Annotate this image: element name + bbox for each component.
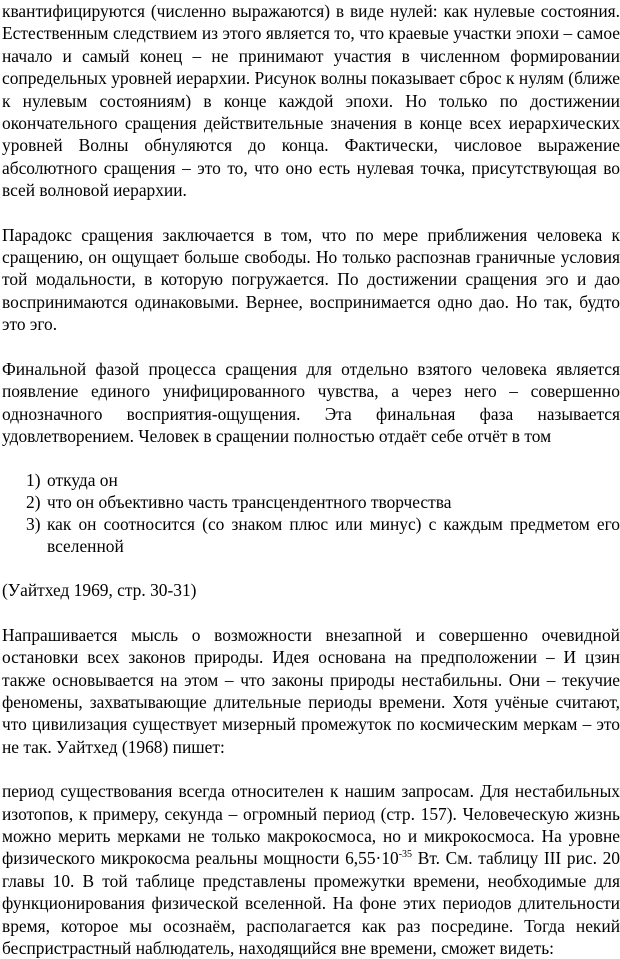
list-number: 1)	[26, 470, 41, 491]
list-number: 3)	[26, 514, 41, 535]
list-number: 2)	[26, 492, 41, 513]
document-page	[2, 0, 620, 959]
list-item-text: как он соотносится (со знаком плюс или минус) с каждым предметом его вселенной	[47, 514, 620, 557]
list-item-text: откуда он	[47, 470, 118, 491]
paragraph: Финальной фазой процесса сращения для отдельно взятого человека является появление единого унифицированного чувства, а через него – совершенно однозначного восприятия-ощущения. Эта финальная фаза называется удовлетворением. Человек в сращении полностью отдаёт себе отчёт в том	[2, 358, 620, 446]
paragraph: Напрашивается мысль о возможности внезапной и совершенно очевидной остановки всех законов природы. Идея основана на предположении – И цзин также основывается на этом – что законы природы нестабильны. Они – текучие феномены, захватывающие длительные периоды времени. Хотя учёные считают, что цивилизация существует мизерный промежуток по космическим меркам – это не так. Уайтхед (1968) пишет:	[2, 624, 620, 757]
paragraph: квантифицируются (численно выражаются) в виде нулей: как нулевые состояния. Естественным следствием из этого является то, что краевые участки эпохи – самое начало и самый конец – не принимают участия в численном формировании сопредельных уровней иерархии. Рисунок волны показывает сброс к нулям (ближе к нулевым состояниям) в конце каждой эпохи. Но только по достижении окончательного сращения действительные значения в конце всех иерархических уровней Волны обнуляются до конца. Фактически, числовое выражение абсолютного сращения – это то, что оно есть нулевая точка, присутствующая во всей волновой иерархии.	[2, 1, 620, 201]
paragraph: Парадокс сращения заключается в том, что по мере приближения человека к сращению, он ощущает больше свободы. Но только распознав граничные условия той модальности, в которую погружается. По достижении сращения эго и дао воспринимаются одинаковыми. Вернее, воспринимается одно дао. Но так, будто это эго.	[2, 224, 620, 335]
quote-paragraph	[2, 780, 620, 959]
quote-text-part-2: Вт. См. таблицу III рис. 20 главы 10. В той таблице представлены промежутки времени, необходимые для функционирования физической вселенной. На фоне этих периодов длительности время, которое мы осознаём, располагается как раз посредине. Тогда некий беспристрастный наблюдатель, находящийся вне времени, сможет видеть:	[2, 848, 620, 958]
quote-text-part-1: период существования всегда относителен к нашим запросам. Для нестабильных изотопов, к примеру, секунда – огромный период (стр. 157). Человеческую жизнь можно мерить мерками не только макрокосмоса, но и микрокосмоса. На уровне физического микрокосма реальны мощности 6,55·10	[2, 781, 620, 869]
exponent: -35	[398, 849, 413, 861]
list-item	[2, 513, 620, 557]
list-item-text: что он объективно часть трансцендентного творчества	[47, 492, 452, 513]
list-item	[2, 491, 620, 513]
citation: (Уайтхед 1969, стр. 30-31)	[2, 580, 197, 601]
numbered-list	[2, 469, 620, 557]
list-item	[2, 469, 620, 491]
